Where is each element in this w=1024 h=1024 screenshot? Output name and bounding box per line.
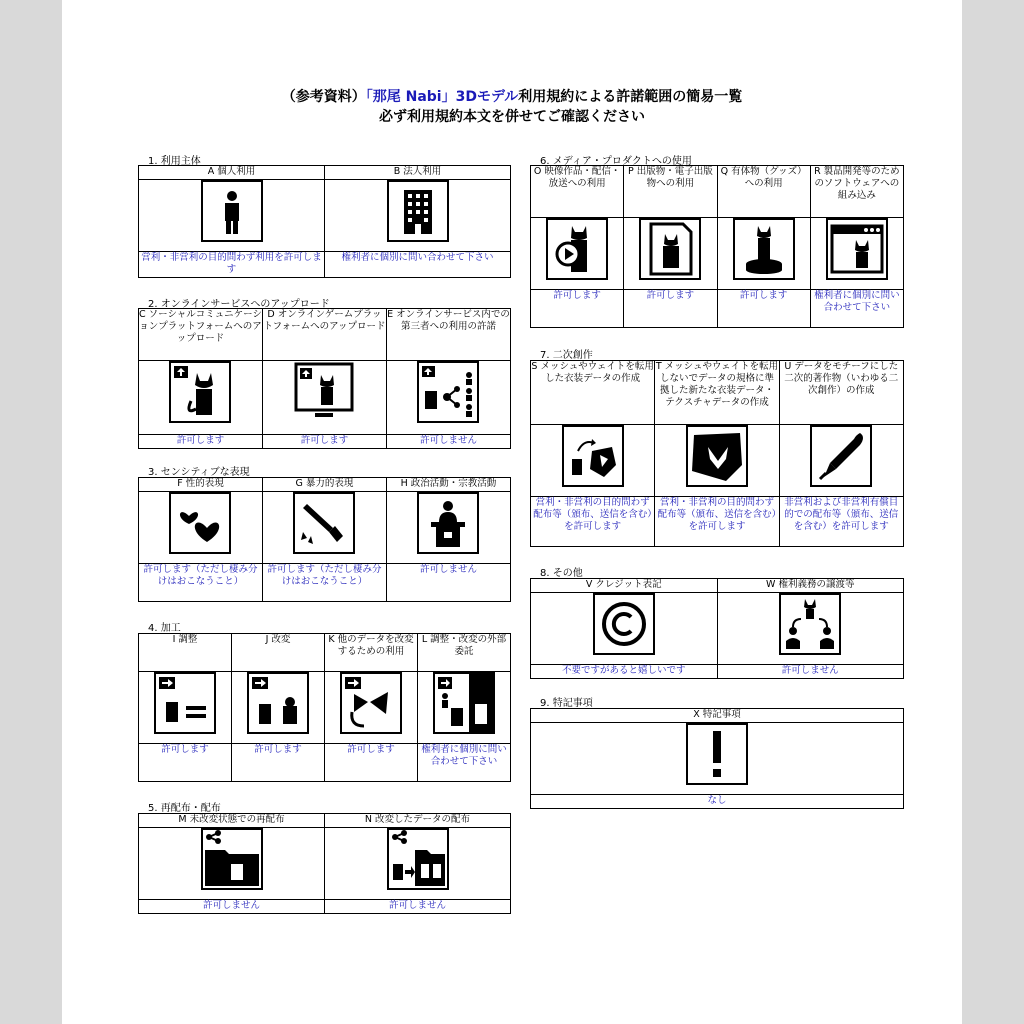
item-k-status: 許可します	[325, 744, 418, 782]
item-c-status: 許可します	[139, 435, 263, 449]
section-8-table	[530, 578, 904, 679]
item-x-icon-cell	[531, 723, 904, 795]
item-t-icon-cell	[655, 425, 779, 497]
item-p-label: P 出版物・電子出版物への利用	[624, 166, 717, 218]
item-w-label: W 権利義務の譲渡等	[717, 579, 904, 593]
item-m-status: 許可しません	[139, 900, 325, 914]
item-j-status: 許可します	[232, 744, 325, 782]
item-k-label: K 他のデータを改変するための利用	[325, 634, 418, 672]
item-o-icon-cell	[531, 218, 624, 290]
title-model-name: 「那尾 Nabi」3Dモデル	[365, 89, 519, 105]
item-l-icon-cell	[418, 672, 511, 744]
item-g-status: 許可します（ただし棲み分けはおこなうこと）	[262, 564, 386, 602]
item-j-label: J 改変	[232, 634, 325, 672]
item-a-status: 営利・非営利の目的問わず利用を許可します	[139, 252, 325, 278]
modify-icon	[247, 672, 309, 734]
bow-icon	[340, 672, 402, 734]
section-6-title: 6. メディア・プロダクトへの使用	[540, 156, 692, 167]
item-d-icon-cell	[262, 361, 386, 435]
item-p-icon-cell	[624, 218, 717, 290]
item-i-status: 許可します	[139, 744, 232, 782]
item-v-label: V クレジット表記	[531, 579, 718, 593]
item-e-icon-cell	[386, 361, 510, 435]
document-page	[62, 0, 962, 1024]
item-n-icon-cell	[325, 828, 511, 900]
item-v-status: 不要ですがあると嬉しいです	[531, 665, 718, 679]
item-h-icon-cell	[386, 492, 510, 564]
item-i-icon-cell	[139, 672, 232, 744]
item-o-status: 許可します	[531, 290, 624, 328]
item-a-label: A 個人利用	[139, 166, 325, 180]
section-9-table	[530, 708, 904, 809]
item-s-icon-cell	[531, 425, 655, 497]
document-subtitle: 必ず利用規約本文を併せてご確認ください	[379, 109, 645, 125]
redistribute-icon	[201, 828, 263, 890]
section-4-table	[138, 633, 511, 782]
item-m-icon-cell	[139, 828, 325, 900]
copyright-icon	[593, 593, 655, 655]
section-8-title: 8. その他	[540, 568, 583, 579]
outsource-icon	[433, 672, 495, 734]
document-title	[62, 86, 962, 106]
exclamation-icon	[686, 723, 748, 785]
item-r-label: R 製品開発等のためのソフトウェアへの組み込み	[810, 166, 903, 218]
item-w-status: 許可しません	[717, 665, 904, 679]
section-2-title: 2. オンラインサービスへのアップロード	[148, 299, 330, 310]
item-f-status: 許可します（ただし棲み分けはおこなうこと）	[139, 564, 263, 602]
title-suffix: 利用規約による許諾範囲の簡易一覧	[518, 89, 743, 105]
hearts-icon	[169, 492, 231, 554]
item-n-label: N 改変したデータの配布	[325, 814, 511, 828]
item-l-status: 権利者に個別に問い合わせて下さい	[418, 744, 511, 782]
section-3-title: 3. センシティブな表現	[148, 467, 250, 478]
item-s-label: S メッシュやウェイトを転用した衣装データの作成	[531, 361, 655, 425]
item-d-status: 許可します	[262, 435, 386, 449]
item-e-label: E オンラインサービス内での第三者への利用の許諾	[386, 309, 510, 361]
item-p-status: 許可します	[624, 290, 717, 328]
figure-icon	[733, 218, 795, 280]
item-f-icon-cell	[139, 492, 263, 564]
knife-icon	[293, 492, 355, 554]
section-2-table	[138, 308, 511, 449]
item-u-icon-cell	[779, 425, 903, 497]
item-f-label: F 性的表現	[139, 478, 263, 492]
item-l-label: L 調整・改変の外部委託	[418, 634, 511, 672]
section-6-table	[530, 165, 904, 328]
item-t-label: T メッシュやウェイトを転用しないでデータの規格に準拠した新たな衣装データ・テクスチャデータの作成	[655, 361, 779, 425]
item-d-label: D オンラインゲームプラットフォームへのアップロード	[262, 309, 386, 361]
section-1-title: 1. 利用主体	[148, 156, 201, 167]
item-q-status: 許可します	[717, 290, 810, 328]
item-v-icon-cell	[531, 593, 718, 665]
section-4-title: 4. 加工	[148, 623, 181, 634]
item-h-label: H 政治活動・宗教活動	[386, 478, 510, 492]
item-b-label: B 法人利用	[325, 166, 511, 180]
item-i-label: I 調整	[139, 634, 232, 672]
item-n-status: 許可しません	[325, 900, 511, 914]
item-x-label: X 特記事項	[531, 709, 904, 723]
item-a-icon-cell	[139, 180, 325, 252]
upload-game-icon	[293, 361, 355, 423]
section-5-table	[138, 813, 511, 914]
podium-icon	[417, 492, 479, 554]
item-u-label: U データをモチーフにした二次的著作物（いわゆる二次創作）の作成	[779, 361, 903, 425]
software-icon	[826, 218, 888, 280]
item-r-status: 権利者に個別に問い合わせて下さい	[810, 290, 903, 328]
item-c-label: C ソーシャルコミュニケーションプラットフォームへのアップロード	[139, 309, 263, 361]
pen-icon	[810, 425, 872, 487]
item-g-label: G 暴力的表現	[262, 478, 386, 492]
section-7-title: 7. 二次創作	[540, 350, 593, 361]
person-icon	[201, 180, 263, 242]
publication-icon	[639, 218, 701, 280]
new-costume-icon	[686, 425, 748, 487]
section-9-title: 9. 特記事項	[540, 698, 593, 709]
item-e-status: 許可しません	[386, 435, 510, 449]
section-1-table	[138, 165, 511, 278]
item-x-status: なし	[531, 795, 904, 809]
item-u-status: 非営利および非営利有償目的での配布等（頒布、送信を含む）を許可します	[779, 497, 903, 547]
item-q-label: Q 有体物（グッズ）への利用	[717, 166, 810, 218]
item-c-icon-cell	[139, 361, 263, 435]
item-k-icon-cell	[325, 672, 418, 744]
item-m-label: M 未改変状態での再配布	[139, 814, 325, 828]
item-w-icon-cell	[717, 593, 904, 665]
item-o-label: O 映像作品・配信・放送への利用	[531, 166, 624, 218]
item-q-icon-cell	[717, 218, 810, 290]
item-g-icon-cell	[262, 492, 386, 564]
item-b-icon-cell	[325, 180, 511, 252]
adjust-icon	[154, 672, 216, 734]
section-7-table	[530, 360, 904, 547]
item-s-status: 営利・非営利の目的問わず配布等（頒布、送信を含む）を許可します	[531, 497, 655, 547]
transfer-rights-icon	[779, 593, 841, 655]
item-j-icon-cell	[232, 672, 325, 744]
share-third-party-icon	[417, 361, 479, 423]
distribute-modified-icon	[387, 828, 449, 890]
item-r-icon-cell	[810, 218, 903, 290]
item-h-status: 許可しません	[386, 564, 510, 602]
item-b-status: 権利者に個別に問い合わせて下さい	[325, 252, 511, 278]
section-5-title: 5. 再配布・配布	[148, 803, 221, 814]
item-t-status: 営利・非営利の目的問わず配布等（頒布、送信を含む）を許可します	[655, 497, 779, 547]
section-3-table	[138, 477, 511, 602]
video-icon	[546, 218, 608, 280]
building-icon	[387, 180, 449, 242]
mesh-transfer-icon	[562, 425, 624, 487]
upload-social-icon	[169, 361, 231, 423]
title-prefix: （参考資料）	[281, 89, 366, 105]
